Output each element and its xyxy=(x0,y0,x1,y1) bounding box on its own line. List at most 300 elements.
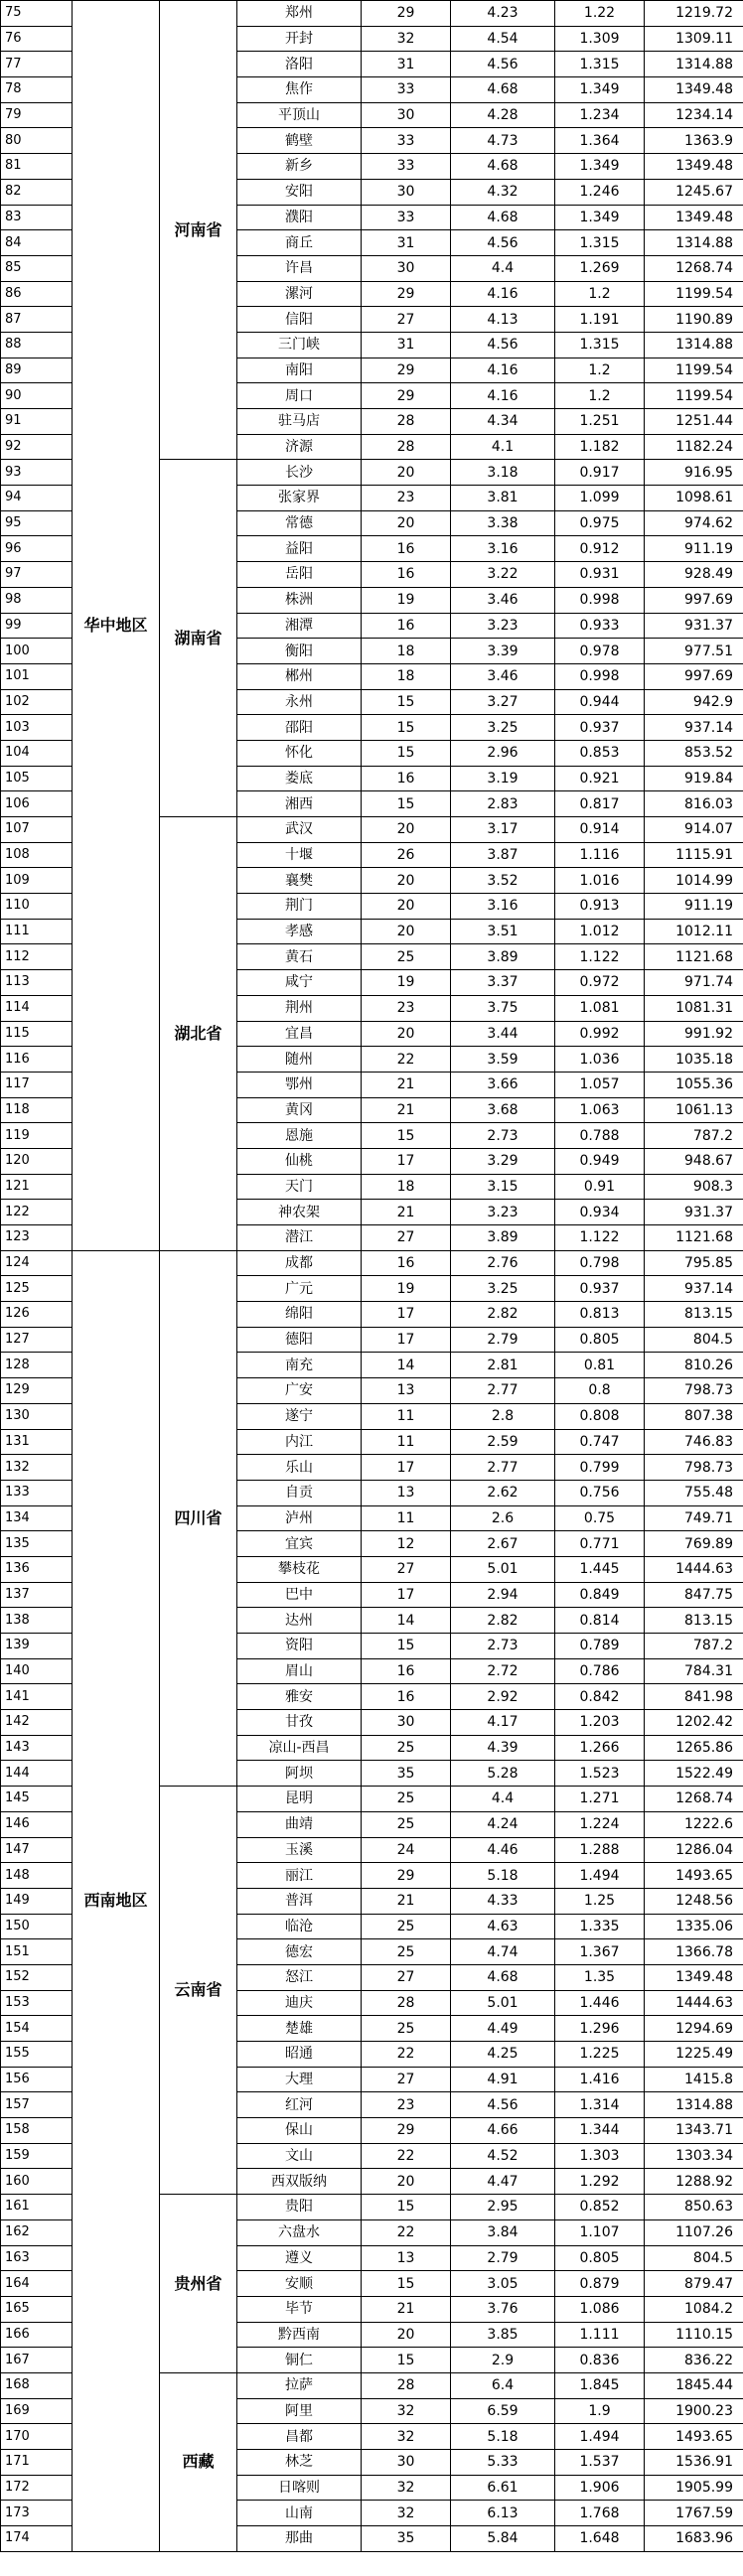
value-cell-2: 4.25 xyxy=(451,2042,555,2068)
city-cell: 咸宁 xyxy=(237,970,362,996)
city-cell: 昭通 xyxy=(237,2042,362,2068)
value-cell-3: 0.879 xyxy=(555,2271,645,2297)
row-number-cell: 109 xyxy=(1,868,73,894)
province-cell: 湖南省 xyxy=(160,460,237,817)
city-cell: 资阳 xyxy=(237,1634,362,1659)
row-number-cell: 101 xyxy=(1,663,73,689)
row-number-cell: 158 xyxy=(1,2118,73,2144)
value-cell-4: 1303.34 xyxy=(645,2143,743,2169)
value-cell-4: 810.26 xyxy=(645,1353,743,1378)
row-number-cell: 106 xyxy=(1,791,73,817)
value-cell-4: 991.92 xyxy=(645,1021,743,1047)
value-cell-4: 1121.68 xyxy=(645,944,743,970)
value-cell-1: 25 xyxy=(362,1939,451,1965)
value-cell-2: 3.25 xyxy=(451,1276,555,1302)
city-cell: 普洱 xyxy=(237,1888,362,1914)
value-cell-2: 4.63 xyxy=(451,1914,555,1939)
row-number-cell: 81 xyxy=(1,154,73,180)
row-number-cell: 134 xyxy=(1,1505,73,1531)
value-cell-1: 16 xyxy=(362,1658,451,1684)
value-cell-3: 0.849 xyxy=(555,1582,645,1608)
value-cell-3: 0.972 xyxy=(555,970,645,996)
row-number-cell: 138 xyxy=(1,1608,73,1634)
value-cell-4: 1268.74 xyxy=(645,255,743,281)
value-cell-1: 13 xyxy=(362,1480,451,1505)
value-cell-1: 19 xyxy=(362,970,451,996)
row-number-cell: 113 xyxy=(1,970,73,996)
value-cell-4: 1121.68 xyxy=(645,1225,743,1251)
value-cell-3: 0.949 xyxy=(555,1148,645,1174)
row-number-cell: 93 xyxy=(1,460,73,486)
city-cell: 遂宁 xyxy=(237,1403,362,1429)
value-cell-2: 2.82 xyxy=(451,1608,555,1634)
value-cell-4: 911.19 xyxy=(645,894,743,920)
value-cell-3: 1.768 xyxy=(555,2501,645,2526)
row-number-cell: 139 xyxy=(1,1634,73,1659)
value-cell-4: 804.5 xyxy=(645,2245,743,2271)
value-cell-4: 914.07 xyxy=(645,817,743,843)
value-cell-4: 1251.44 xyxy=(645,409,743,435)
value-cell-3: 1.349 xyxy=(555,77,645,103)
value-cell-2: 2.95 xyxy=(451,2195,555,2220)
value-cell-1: 23 xyxy=(362,486,451,511)
value-cell-4: 1314.88 xyxy=(645,332,743,358)
value-cell-3: 1.122 xyxy=(555,1225,645,1251)
city-cell: 洛阳 xyxy=(237,52,362,77)
row-number-cell: 168 xyxy=(1,2372,73,2398)
row-number-cell: 76 xyxy=(1,26,73,52)
city-cell: 益阳 xyxy=(237,536,362,562)
city-cell: 常德 xyxy=(237,510,362,536)
city-cell: 平顶山 xyxy=(237,102,362,128)
value-cell-3: 1.251 xyxy=(555,409,645,435)
city-cell: 昌都 xyxy=(237,2424,362,2450)
value-cell-1: 25 xyxy=(362,1914,451,1939)
row-number-cell: 108 xyxy=(1,842,73,868)
value-cell-2: 3.51 xyxy=(451,919,555,944)
value-cell-2: 3.38 xyxy=(451,510,555,536)
row-number-cell: 91 xyxy=(1,409,73,435)
value-cell-1: 22 xyxy=(362,2042,451,2068)
city-cell: 湘西 xyxy=(237,791,362,817)
value-cell-4: 1248.56 xyxy=(645,1888,743,1914)
province-cell: 云南省 xyxy=(160,1787,237,2195)
row-number-cell: 121 xyxy=(1,1174,73,1200)
value-cell-2: 3.37 xyxy=(451,970,555,996)
value-cell-3: 0.944 xyxy=(555,689,645,715)
value-cell-1: 28 xyxy=(362,1990,451,2016)
value-cell-2: 4.16 xyxy=(451,281,555,307)
city-cell: 十堰 xyxy=(237,842,362,868)
value-cell-3: 1.364 xyxy=(555,128,645,154)
value-cell-3: 0.998 xyxy=(555,663,645,689)
value-cell-2: 3.18 xyxy=(451,460,555,486)
value-cell-2: 2.81 xyxy=(451,1353,555,1378)
city-cell: 玉溪 xyxy=(237,1837,362,1863)
row-number-cell: 83 xyxy=(1,205,73,230)
city-cell: 昆明 xyxy=(237,1787,362,1812)
row-number-cell: 163 xyxy=(1,2245,73,2271)
value-cell-3: 1.315 xyxy=(555,332,645,358)
value-cell-3: 0.789 xyxy=(555,1634,645,1659)
value-cell-2: 3.46 xyxy=(451,587,555,613)
city-cell: 宜昌 xyxy=(237,1021,362,1047)
value-cell-3: 0.914 xyxy=(555,817,645,843)
value-cell-2: 2.83 xyxy=(451,791,555,817)
row-number-cell: 142 xyxy=(1,1710,73,1736)
value-cell-1: 22 xyxy=(362,1047,451,1073)
value-cell-4: 1035.18 xyxy=(645,1047,743,1073)
city-cell: 达州 xyxy=(237,1608,362,1634)
value-cell-2: 5.18 xyxy=(451,1863,555,1889)
value-cell-3: 0.934 xyxy=(555,1200,645,1225)
value-cell-3: 1.315 xyxy=(555,52,645,77)
city-cell: 衡阳 xyxy=(237,639,362,664)
value-cell-2: 4.66 xyxy=(451,2118,555,2144)
value-cell-2: 6.59 xyxy=(451,2398,555,2424)
city-cell: 怒江 xyxy=(237,1964,362,1990)
value-cell-2: 3.85 xyxy=(451,2322,555,2348)
row-number-cell: 116 xyxy=(1,1047,73,1073)
value-cell-4: 1683.96 xyxy=(645,2526,743,2552)
value-cell-4: 919.84 xyxy=(645,766,743,791)
value-cell-2: 5.01 xyxy=(451,1990,555,2016)
city-cell: 德阳 xyxy=(237,1327,362,1353)
row-number-cell: 96 xyxy=(1,536,73,562)
city-cell: 大理 xyxy=(237,2067,362,2092)
value-cell-4: 1234.14 xyxy=(645,102,743,128)
city-cell: 怀化 xyxy=(237,740,362,766)
value-cell-3: 1.203 xyxy=(555,1710,645,1736)
value-cell-1: 30 xyxy=(362,255,451,281)
value-cell-4: 1199.54 xyxy=(645,383,743,409)
city-cell: 岳阳 xyxy=(237,562,362,588)
value-cell-3: 1.315 xyxy=(555,230,645,256)
value-cell-3: 0.805 xyxy=(555,2245,645,2271)
row-number-cell: 84 xyxy=(1,230,73,256)
value-cell-3: 1.116 xyxy=(555,842,645,868)
city-cell: 武汉 xyxy=(237,817,362,843)
row-number-cell: 172 xyxy=(1,2475,73,2501)
city-cell: 株洲 xyxy=(237,587,362,613)
value-cell-3: 0.836 xyxy=(555,2348,645,2373)
value-cell-3: 0.852 xyxy=(555,2195,645,2220)
value-cell-3: 1.057 xyxy=(555,1072,645,1097)
value-cell-4: 749.71 xyxy=(645,1505,743,1531)
value-cell-1: 18 xyxy=(362,1174,451,1200)
row-number-cell: 123 xyxy=(1,1225,73,1251)
value-cell-2: 3.27 xyxy=(451,689,555,715)
value-cell-3: 1.225 xyxy=(555,2042,645,2068)
value-cell-1: 15 xyxy=(362,2195,451,2220)
city-cell: 曲靖 xyxy=(237,1811,362,1837)
value-cell-1: 30 xyxy=(362,2450,451,2476)
value-cell-3: 0.921 xyxy=(555,766,645,791)
row-number-cell: 86 xyxy=(1,281,73,307)
city-cell: 潜江 xyxy=(237,1225,362,1251)
city-cell: 长沙 xyxy=(237,460,362,486)
value-cell-3: 1.086 xyxy=(555,2296,645,2322)
row-number-cell: 105 xyxy=(1,766,73,791)
value-cell-2: 2.9 xyxy=(451,2348,555,2373)
city-cell: 六盘水 xyxy=(237,2219,362,2245)
value-cell-3: 0.998 xyxy=(555,587,645,613)
city-cell: 恩施 xyxy=(237,1123,362,1149)
value-cell-1: 32 xyxy=(362,2424,451,2450)
city-cell: 商丘 xyxy=(237,230,362,256)
row-number-cell: 144 xyxy=(1,1761,73,1787)
value-cell-4: 755.48 xyxy=(645,1480,743,1505)
value-cell-1: 20 xyxy=(362,460,451,486)
city-cell: 宜宾 xyxy=(237,1531,362,1557)
city-cell: 毕节 xyxy=(237,2296,362,2322)
value-cell-2: 4.32 xyxy=(451,179,555,205)
value-cell-1: 12 xyxy=(362,1531,451,1557)
value-cell-1: 17 xyxy=(362,1327,451,1353)
row-number-cell: 140 xyxy=(1,1658,73,1684)
value-cell-4: 804.5 xyxy=(645,1327,743,1353)
value-cell-2: 2.76 xyxy=(451,1250,555,1276)
value-cell-2: 2.8 xyxy=(451,1403,555,1429)
value-cell-4: 807.38 xyxy=(645,1403,743,1429)
value-cell-3: 1.648 xyxy=(555,2526,645,2552)
value-cell-4: 1309.11 xyxy=(645,26,743,52)
row-number-cell: 132 xyxy=(1,1455,73,1481)
row-number-cell: 161 xyxy=(1,2195,73,2220)
value-cell-4: 1222.6 xyxy=(645,1811,743,1837)
value-cell-2: 4.52 xyxy=(451,2143,555,2169)
value-cell-4: 746.83 xyxy=(645,1429,743,1455)
value-cell-1: 21 xyxy=(362,1097,451,1123)
row-number-cell: 92 xyxy=(1,434,73,460)
value-cell-3: 1.523 xyxy=(555,1761,645,1787)
city-cell: 郑州 xyxy=(237,1,362,27)
city-cell: 荆州 xyxy=(237,995,362,1021)
value-cell-1: 25 xyxy=(362,2016,451,2042)
value-cell-4: 1061.13 xyxy=(645,1097,743,1123)
value-cell-4: 816.03 xyxy=(645,791,743,817)
value-cell-3: 0.798 xyxy=(555,1250,645,1276)
value-cell-4: 908.3 xyxy=(645,1174,743,1200)
value-cell-2: 2.96 xyxy=(451,740,555,766)
value-cell-2: 3.87 xyxy=(451,842,555,868)
city-cell: 许昌 xyxy=(237,255,362,281)
value-cell-2: 4.16 xyxy=(451,358,555,383)
city-cell: 娄底 xyxy=(237,766,362,791)
value-cell-2: 3.25 xyxy=(451,715,555,741)
value-cell-2: 4.68 xyxy=(451,1964,555,1990)
value-cell-2: 3.89 xyxy=(451,1225,555,1251)
value-cell-1: 27 xyxy=(362,2067,451,2092)
row-number-cell: 104 xyxy=(1,740,73,766)
value-cell-3: 1.314 xyxy=(555,2092,645,2118)
value-cell-1: 15 xyxy=(362,715,451,741)
value-cell-2: 4.56 xyxy=(451,332,555,358)
value-cell-1: 20 xyxy=(362,919,451,944)
value-cell-3: 1.2 xyxy=(555,358,645,383)
row-number-cell: 150 xyxy=(1,1914,73,1939)
city-cell: 开封 xyxy=(237,26,362,52)
value-cell-1: 24 xyxy=(362,1837,451,1863)
value-cell-4: 1190.89 xyxy=(645,307,743,333)
value-cell-3: 0.913 xyxy=(555,894,645,920)
value-cell-1: 30 xyxy=(362,102,451,128)
city-cell: 甘孜 xyxy=(237,1710,362,1736)
value-cell-2: 4.49 xyxy=(451,2016,555,2042)
value-cell-1: 20 xyxy=(362,1021,451,1047)
value-cell-2: 4.24 xyxy=(451,1811,555,1837)
value-cell-1: 16 xyxy=(362,1684,451,1710)
value-cell-3: 1.2 xyxy=(555,281,645,307)
city-cell: 永州 xyxy=(237,689,362,715)
value-cell-2: 3.39 xyxy=(451,639,555,664)
city-cell: 广安 xyxy=(237,1378,362,1404)
value-cell-2: 4.68 xyxy=(451,154,555,180)
city-cell: 拉萨 xyxy=(237,2372,362,2398)
value-cell-2: 4.13 xyxy=(451,307,555,333)
value-cell-4: 937.14 xyxy=(645,715,743,741)
value-cell-2: 5.84 xyxy=(451,2526,555,2552)
value-cell-3: 1.111 xyxy=(555,2322,645,2348)
row-number-cell: 156 xyxy=(1,2067,73,2092)
row-number-cell: 155 xyxy=(1,2042,73,2068)
value-cell-2: 4.68 xyxy=(451,77,555,103)
row-number-cell: 97 xyxy=(1,562,73,588)
value-cell-4: 1493.65 xyxy=(645,2424,743,2450)
value-cell-2: 3.23 xyxy=(451,613,555,639)
value-cell-3: 1.367 xyxy=(555,1939,645,1965)
value-cell-2: 4.17 xyxy=(451,1710,555,1736)
row-number-cell: 137 xyxy=(1,1582,73,1608)
value-cell-4: 853.52 xyxy=(645,740,743,766)
value-cell-1: 15 xyxy=(362,689,451,715)
city-cell: 那曲 xyxy=(237,2526,362,2552)
value-cell-3: 1.445 xyxy=(555,1556,645,1582)
value-cell-1: 30 xyxy=(362,1710,451,1736)
value-cell-4: 1084.2 xyxy=(645,2296,743,2322)
value-cell-1: 19 xyxy=(362,1276,451,1302)
value-cell-4: 1314.88 xyxy=(645,230,743,256)
row-number-cell: 130 xyxy=(1,1403,73,1429)
value-cell-1: 31 xyxy=(362,52,451,77)
city-cell: 楚雄 xyxy=(237,2016,362,2042)
value-cell-1: 31 xyxy=(362,332,451,358)
value-cell-1: 29 xyxy=(362,383,451,409)
value-cell-1: 15 xyxy=(362,1634,451,1659)
value-cell-2: 3.81 xyxy=(451,486,555,511)
value-cell-2: 3.29 xyxy=(451,1148,555,1174)
value-cell-3: 0.978 xyxy=(555,639,645,664)
table-body xyxy=(1,1,743,2552)
value-cell-3: 0.808 xyxy=(555,1403,645,1429)
row-number-cell: 90 xyxy=(1,383,73,409)
value-cell-1: 20 xyxy=(362,868,451,894)
value-cell-1: 29 xyxy=(362,281,451,307)
city-cell: 内江 xyxy=(237,1429,362,1455)
value-cell-4: 1415.8 xyxy=(645,2067,743,2092)
value-cell-1: 15 xyxy=(362,2271,451,2297)
value-cell-2: 6.4 xyxy=(451,2372,555,2398)
value-cell-3: 0.992 xyxy=(555,1021,645,1047)
value-cell-1: 16 xyxy=(362,766,451,791)
value-cell-4: 971.74 xyxy=(645,970,743,996)
region-cell: 华中地区 xyxy=(73,1,160,1251)
value-cell-4: 1845.44 xyxy=(645,2372,743,2398)
value-cell-1: 33 xyxy=(362,128,451,154)
value-cell-4: 1265.86 xyxy=(645,1735,743,1761)
value-cell-3: 0.933 xyxy=(555,613,645,639)
row-number-cell: 107 xyxy=(1,817,73,843)
value-cell-1: 16 xyxy=(362,536,451,562)
row-number-cell: 143 xyxy=(1,1735,73,1761)
row-number-cell: 162 xyxy=(1,2219,73,2245)
value-cell-4: 1522.49 xyxy=(645,1761,743,1787)
value-cell-3: 0.756 xyxy=(555,1480,645,1505)
value-cell-4: 931.37 xyxy=(645,613,743,639)
value-cell-1: 28 xyxy=(362,434,451,460)
value-cell-1: 25 xyxy=(362,1735,451,1761)
row-number-cell: 119 xyxy=(1,1123,73,1149)
value-cell-2: 3.17 xyxy=(451,817,555,843)
value-cell-3: 0.931 xyxy=(555,562,645,588)
city-cell: 襄樊 xyxy=(237,868,362,894)
value-cell-3: 1.099 xyxy=(555,486,645,511)
value-cell-2: 5.18 xyxy=(451,2424,555,2450)
row-number-cell: 117 xyxy=(1,1072,73,1097)
row-number-cell: 85 xyxy=(1,255,73,281)
value-cell-3: 0.8 xyxy=(555,1378,645,1404)
city-cell: 黄冈 xyxy=(237,1097,362,1123)
row-number-cell: 89 xyxy=(1,358,73,383)
value-cell-1: 11 xyxy=(362,1505,451,1531)
row-number-cell: 114 xyxy=(1,995,73,1021)
value-cell-4: 1268.74 xyxy=(645,1787,743,1812)
city-cell: 巴中 xyxy=(237,1582,362,1608)
value-cell-1: 21 xyxy=(362,1200,451,1225)
value-cell-3: 1.081 xyxy=(555,995,645,1021)
row-number-cell: 79 xyxy=(1,102,73,128)
table-row xyxy=(1,1,743,27)
value-cell-1: 32 xyxy=(362,26,451,52)
value-cell-1: 18 xyxy=(362,663,451,689)
value-cell-4: 1225.49 xyxy=(645,2042,743,2068)
value-cell-4: 937.14 xyxy=(645,1276,743,1302)
value-cell-1: 29 xyxy=(362,1,451,27)
value-cell-3: 1.494 xyxy=(555,1863,645,1889)
value-cell-1: 28 xyxy=(362,2372,451,2398)
value-cell-1: 29 xyxy=(362,2118,451,2144)
value-cell-4: 813.15 xyxy=(645,1608,743,1634)
value-cell-4: 1014.99 xyxy=(645,868,743,894)
value-cell-2: 2.79 xyxy=(451,2245,555,2271)
value-cell-1: 31 xyxy=(362,230,451,256)
province-cell: 四川省 xyxy=(160,1250,237,1786)
row-number-cell: 154 xyxy=(1,2016,73,2042)
row-number-cell: 110 xyxy=(1,894,73,920)
city-cell: 阿坝 xyxy=(237,1761,362,1787)
value-cell-4: 1314.88 xyxy=(645,2092,743,2118)
value-cell-4: 798.73 xyxy=(645,1378,743,1404)
value-cell-3: 1.288 xyxy=(555,1837,645,1863)
city-cell: 凉山-西昌 xyxy=(237,1735,362,1761)
value-cell-2: 4.23 xyxy=(451,1,555,27)
value-cell-2: 4.54 xyxy=(451,26,555,52)
value-cell-3: 1.22 xyxy=(555,1,645,27)
value-cell-2: 2.92 xyxy=(451,1684,555,1710)
row-number-cell: 167 xyxy=(1,2348,73,2373)
city-cell: 安顺 xyxy=(237,2271,362,2297)
row-number-cell: 146 xyxy=(1,1811,73,1837)
